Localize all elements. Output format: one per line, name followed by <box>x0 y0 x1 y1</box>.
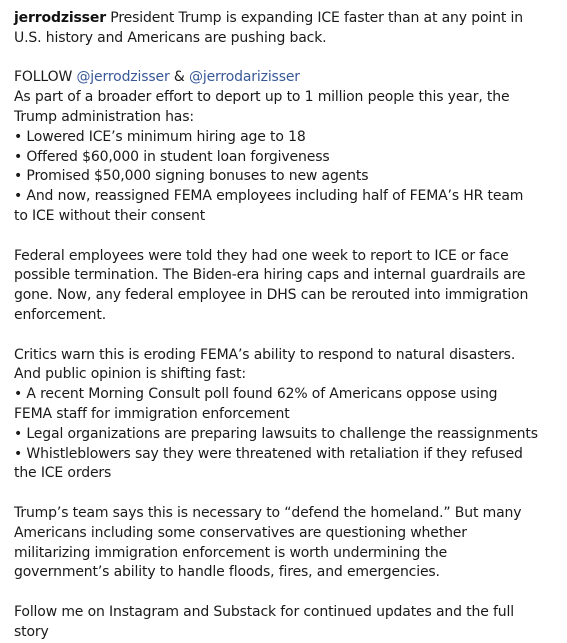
mention-link-jerrodarizisser[interactable]: @jerrodarizisser <box>188 69 300 86</box>
bullet-line: • Legal organizations are preparing lawsuits to challenge the reassignments <box>14 425 538 442</box>
paragraph-gap <box>14 227 554 247</box>
paragraph-line: Americans including some conservatives are questioning whether <box>14 524 467 541</box>
post-caption <box>14 9 554 643</box>
bullet-line: FEMA staff for immigration enforcement <box>14 405 290 422</box>
mention-link-jerrodzisser[interactable]: @jerrodzisser <box>76 69 170 86</box>
bullet-line: to ICE without their consent <box>14 207 206 224</box>
bullet-line: • And now, reassigned FEMA employees including half of FEMA’s HR team <box>14 188 524 205</box>
headline-text-1: President Trump is expanding ICE faster than at any point in <box>105 10 523 26</box>
bullet-line: • Offered $60,000 in student loan forgiveness <box>14 148 330 165</box>
paragraph-line: story <box>14 623 49 640</box>
bullet-line: the ICE orders <box>14 465 112 482</box>
paragraph-line: Trump administration has: <box>14 108 194 125</box>
paragraph-line: As part of a broader effort to deport up to 1 million people this year, the <box>14 89 510 106</box>
bullet-line: • Lowered ICE’s minimum hiring age to 18 <box>14 128 306 145</box>
bullet-line: • Whistleblowers say they were threatened with retaliation if they refused <box>14 445 523 462</box>
paragraph-line: Critics warn this is eroding FEMA’s ability to respond to natural disasters. <box>14 346 516 363</box>
caption-headline-line-2: U.S. history and Americans are pushing back. <box>14 29 327 46</box>
paragraph-line: militarizing immigration enforcement is worth undermining the <box>14 544 448 561</box>
paragraph-line: gone. Now, any federal employee in DHS can be rerouted into immigration <box>14 287 529 304</box>
paragraph-gap <box>14 326 554 346</box>
bullet-line: • A recent Morning Consult poll found 62% of Americans oppose using <box>14 386 498 403</box>
paragraph-gap <box>14 583 554 603</box>
paragraph-gap <box>14 49 554 69</box>
paragraph-line: And public opinion is shifting fast: <box>14 366 246 383</box>
follow-label: FOLLOW <box>14 69 77 86</box>
follow-line <box>14 68 554 88</box>
bullet-line: • Promised $50,000 signing bonuses to new agents <box>14 168 369 185</box>
paragraph-gap <box>14 484 554 504</box>
paragraph-line: Trump’s team says this is necessary to “defend the homeland.” But many <box>14 504 522 521</box>
ampersand-text: & <box>169 69 189 86</box>
caption-headline-line-1 <box>14 9 554 29</box>
username-link[interactable]: jerrodzisser <box>14 10 106 26</box>
paragraph-line: enforcement. <box>14 306 107 323</box>
paragraph-line: government’s ability to handle floods, fires, and emergencies. <box>14 564 440 581</box>
paragraph-line: possible termination. The Biden-era hiring caps and internal guardrails are <box>14 267 526 284</box>
paragraph-line: Federal employees were told they had one week to report to ICE or face <box>14 247 509 264</box>
paragraph-line: Follow me on Instagram and Substack for continued updates and the full <box>14 603 514 620</box>
